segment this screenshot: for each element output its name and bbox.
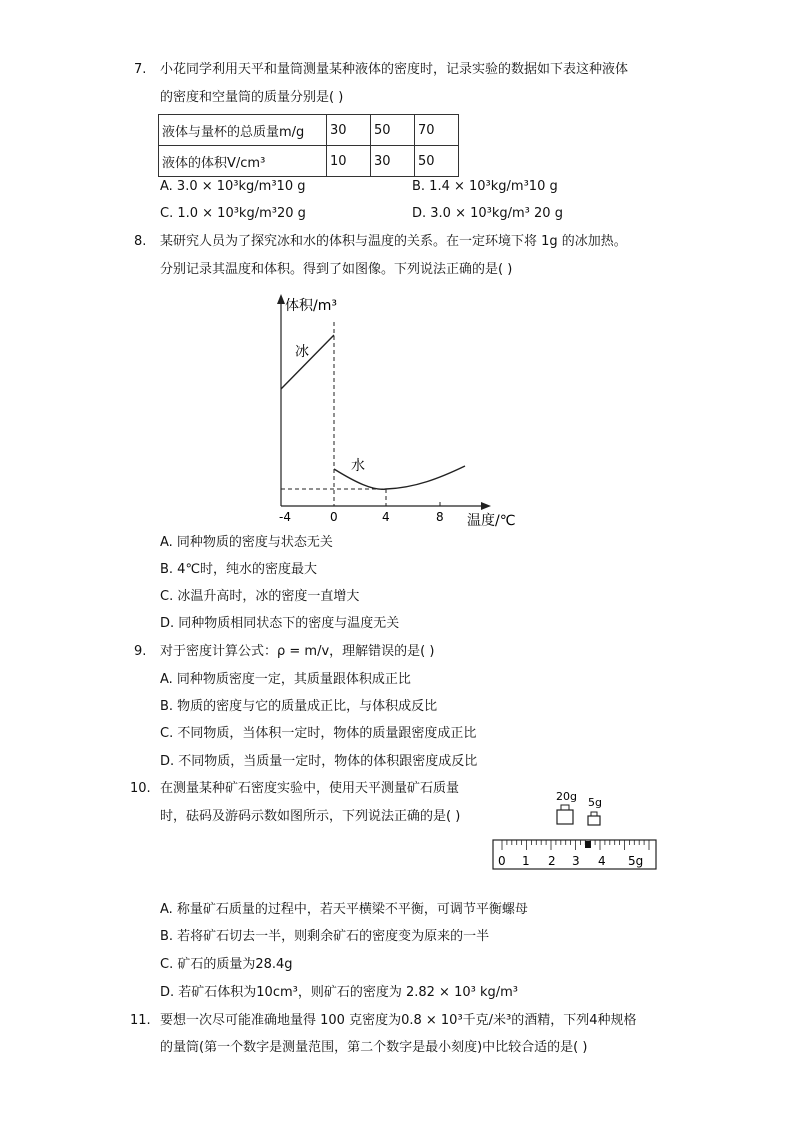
q10-stem-line1: 在测量某种矿石密度实验中，使用天平测量矿石质量 (160, 781, 460, 796)
q11-number: 11. (130, 1013, 151, 1028)
q9-option-c[interactable]: C. 不同物质，当体积一定时，物体的质量跟密度成正比 (160, 726, 477, 741)
q7-number: 7. (134, 62, 147, 77)
rider-marker (585, 841, 591, 848)
q7-stem-line2: 的密度和空量筒的质量分别是( ) (160, 90, 344, 105)
q7-option-d[interactable]: D. 3.0 × 10³kg/m³ 20 g (412, 206, 563, 221)
scale-label: 5g (628, 854, 644, 868)
x-axis-label: 温度/℃ (467, 513, 516, 529)
q7-option-c[interactable]: C. 1.0 × 10³kg/m³20 g (160, 206, 306, 221)
q8-volume-temperature-graph (255, 288, 525, 533)
table-row (159, 115, 459, 146)
q8-option-a[interactable]: A. 同种物质的密度与状态无关 (160, 535, 333, 550)
y-axis-label: 体积/m³ (285, 298, 337, 314)
weight-label-20g: 20g (556, 790, 577, 803)
q9-number: 9. (134, 644, 147, 659)
q8-option-d[interactable]: D. 同种物质相同状态下的密度与温度无关 (160, 616, 400, 631)
scale-label: 1 (522, 854, 530, 868)
q10-stem-line2: 时，砝码及游码示数如图所示，下列说法正确的是( ) (160, 809, 461, 824)
scale-label: 3 (572, 854, 580, 868)
q8-stem-line2: 分别记录其温度和体积。得到了如图像。下列说法正确的是( ) (160, 262, 513, 277)
scale-label: 2 (548, 854, 556, 868)
weight-5g-icon (588, 816, 600, 825)
weight-label-5g: 5g (588, 796, 602, 809)
q7-option-b[interactable]: B. 1.4 × 10³kg/m³10 g (412, 179, 558, 194)
water-label: 水 (351, 458, 365, 474)
q9-option-d[interactable]: D. 不同物质，当质量一定时，物体的体积跟密度成反比 (160, 754, 478, 769)
q8-option-b[interactable]: B. 4℃时，纯水的密度最大 (160, 562, 318, 577)
q10-option-c[interactable]: C. 矿石的质量为28.4g (160, 957, 293, 972)
tick-label: 0 (330, 510, 338, 524)
scale-label: 4 (598, 854, 606, 868)
y-axis-arrow-icon (277, 294, 285, 304)
table-cell: 液体与量杯的总质量m/g (159, 115, 327, 146)
q10-balance-weights-figure (490, 788, 662, 874)
weight-20g-icon (557, 810, 573, 824)
scale-label: 0 (498, 854, 506, 868)
ice-label: 冰 (295, 344, 309, 360)
q11-stem-line1: 要想一次尽可能准确地量得 100 克密度为0.8 × 10³千克/米³的酒精，下列4种规格 (160, 1013, 637, 1028)
q7-option-a[interactable]: A. 3.0 × 10³kg/m³10 g (160, 179, 306, 194)
weight-20g-knob (561, 805, 569, 810)
table-cell: 50 (415, 146, 459, 177)
table-cell: 50 (371, 115, 415, 146)
table-row (159, 146, 459, 177)
q7-stem-line1: 小花同学利用天平和量筒测量某种液体的密度时，记录实验的数据如下表这种液体 (160, 62, 629, 77)
table-cell: 30 (371, 146, 415, 177)
q7-data-table (158, 114, 459, 177)
q10-number: 10. (130, 781, 151, 796)
q10-option-d[interactable]: D. 若矿石体积为10cm³，则矿石的密度为 2.82 × 10³ kg/m³ (160, 985, 518, 1000)
q11-stem-line2: 的量筒(第一个数字是测量范围，第二个数字是最小刻度)中比较合适的是( ) (160, 1040, 588, 1055)
q9-option-b[interactable]: B. 物质的密度与它的质量成正比，与体积成反比 (160, 699, 438, 714)
q8-stem-line1: 某研究人员为了探究冰和水的体积与温度的关系。在一定环境下将 1g 的冰加热。 (160, 234, 627, 249)
tick-label: 4 (382, 510, 390, 524)
q10-option-a[interactable]: A. 称量矿石质量的过程中，若天平横梁不平衡，可调节平衡螺母 (160, 902, 528, 917)
q10-option-b[interactable]: B. 若将矿石切去一半，则剩余矿石的密度变为原来的一半 (160, 929, 490, 944)
table-cell: 70 (415, 115, 459, 146)
q8-number: 8. (134, 234, 147, 249)
q8-option-c[interactable]: C. 冰温升高时，冰的密度一直增大 (160, 589, 360, 604)
tick-label: -4 (279, 510, 291, 524)
table-cell: 30 (327, 115, 371, 146)
table-cell: 液体的体积V/cm³ (159, 146, 327, 177)
q9-stem: 对于密度计算公式：ρ = m/v，理解错误的是( ) (160, 644, 435, 659)
tick-label: 8 (436, 510, 444, 524)
q9-option-a[interactable]: A. 同种物质密度一定，其质量跟体积成正比 (160, 672, 411, 687)
x-axis-arrow-icon (481, 502, 491, 510)
table-cell: 10 (327, 146, 371, 177)
